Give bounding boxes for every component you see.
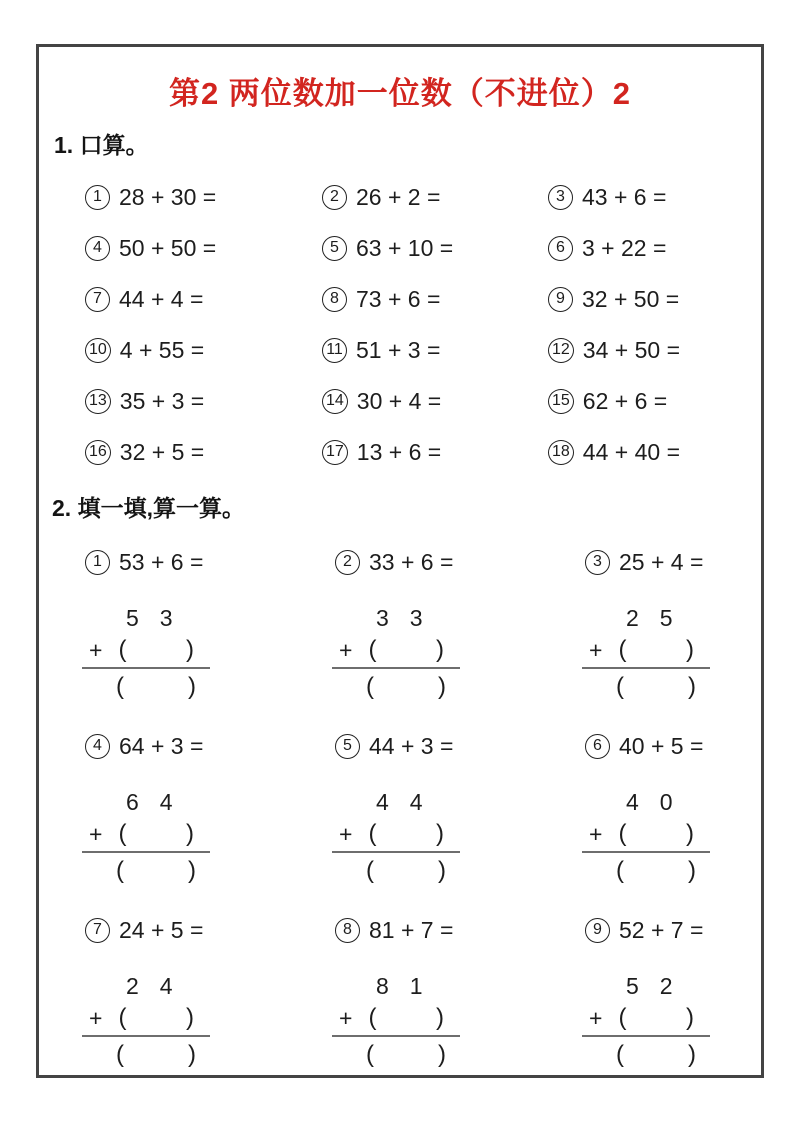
close-paren: ) — [188, 673, 196, 700]
open-paren: ( — [616, 857, 624, 884]
fill-problem — [85, 547, 335, 705]
problem-number-badge: 2 — [335, 550, 360, 575]
problem-number-badge: 6 — [548, 236, 573, 261]
oral-problem — [322, 336, 548, 364]
close-paren: ) — [686, 636, 694, 663]
open-paren: ( — [366, 857, 374, 884]
fill-problem — [85, 731, 335, 889]
tens-digit: 2 — [626, 604, 639, 631]
close-paren: ) — [188, 857, 196, 884]
problem-number-badge: 6 — [585, 734, 610, 759]
result-blank-row — [82, 1037, 210, 1073]
tens-digit: 4 — [376, 788, 389, 815]
plus-sign: + — [89, 636, 103, 663]
tens-digit: 6 — [126, 788, 139, 815]
close-paren: ) — [438, 673, 446, 700]
result-blank-row — [332, 853, 460, 889]
problem-number-badge: 14 — [322, 389, 348, 414]
oral-problem — [85, 285, 322, 313]
open-paren: ( — [116, 857, 124, 884]
problem-number-badge: 13 — [85, 389, 111, 414]
plus-sign: + — [589, 820, 603, 847]
ones-digit: 1 — [409, 972, 423, 999]
addend-digits — [332, 971, 460, 1001]
problem-number-badge: 9 — [585, 918, 610, 943]
plus-blank-row — [332, 1001, 460, 1035]
tens-digit: 5 — [626, 972, 639, 999]
problem-number-badge: 3 — [585, 550, 610, 575]
problem-expression: 30 + 4 = — [356, 387, 442, 414]
open-paren: ( — [366, 1041, 374, 1068]
problem-number-badge: 7 — [85, 287, 110, 312]
problem-number-badge: 2 — [322, 185, 347, 210]
open-paren: ( — [368, 1004, 377, 1031]
close-paren: ) — [688, 673, 696, 700]
problem-number-badge: 8 — [335, 918, 360, 943]
result-blank-row — [82, 853, 210, 889]
oral-problem — [322, 285, 548, 313]
problem-number-badge: 16 — [85, 440, 111, 465]
problem-number-badge: 5 — [322, 236, 347, 261]
problem-expression: 4 + 55 = — [119, 336, 205, 363]
problem-expression: 32 + 5 = — [119, 438, 205, 465]
close-paren: ) — [436, 820, 444, 847]
open-paren: ( — [116, 1041, 124, 1068]
problem-expression: 32 + 50 = — [582, 285, 680, 312]
oral-problem — [85, 438, 322, 466]
ones-digit: 4 — [159, 788, 173, 815]
addend-digits — [582, 787, 710, 817]
fill-problem — [85, 915, 335, 1073]
result-blank-row — [332, 669, 460, 705]
problem-expression: 63 + 10 = — [356, 234, 454, 261]
close-paren: ) — [186, 636, 194, 663]
problem-number-badge: 3 — [548, 185, 573, 210]
fill-problem — [335, 731, 585, 889]
problem-number-badge: 1 — [85, 185, 110, 210]
problem-expression: 26 + 2 = — [356, 183, 441, 210]
oral-problem — [548, 285, 761, 313]
oral-problem — [548, 438, 761, 466]
problem-expression: 64 + 3 = — [119, 732, 204, 759]
worksheet-title: 第2 两位数加一位数（不进位）2 — [168, 76, 632, 111]
open-paren: ( — [618, 1004, 627, 1031]
ones-digit: 3 — [409, 604, 423, 631]
open-paren: ( — [118, 820, 127, 847]
vertical-addition — [332, 971, 460, 1073]
ones-digit: 2 — [659, 972, 673, 999]
plus-blank-row — [332, 817, 460, 851]
addend-digits — [82, 787, 210, 817]
close-paren: ) — [436, 636, 444, 663]
plus-sign: + — [89, 1004, 103, 1031]
vertical-addition — [332, 787, 460, 889]
plus-blank-row — [82, 817, 210, 851]
result-blank-row — [582, 1037, 710, 1073]
problem-expression: 25 + 4 = — [619, 548, 704, 575]
problem-expression: 3 + 22 = — [582, 234, 667, 261]
oral-problem — [548, 387, 761, 415]
close-paren: ) — [438, 857, 446, 884]
vertical-addition — [82, 787, 210, 889]
tens-digit: 8 — [376, 972, 389, 999]
addend-digits — [582, 971, 710, 1001]
problem-expression: 33 + 6 = — [369, 548, 454, 575]
tens-digit: 2 — [126, 972, 139, 999]
open-paren: ( — [368, 820, 377, 847]
problem-number-badge: 17 — [322, 440, 348, 465]
oral-problem — [85, 183, 322, 211]
plus-sign: + — [339, 636, 353, 663]
oral-problem — [322, 183, 548, 211]
tens-digit: 5 — [126, 604, 139, 631]
plus-sign: + — [589, 636, 603, 663]
problem-expression: 52 + 7 = — [619, 916, 704, 943]
tens-digit: 3 — [376, 604, 389, 631]
fill-problem — [335, 547, 585, 705]
open-paren: ( — [366, 673, 374, 700]
oral-problem — [85, 336, 322, 364]
close-paren: ) — [188, 1041, 196, 1068]
tens-digit: 4 — [626, 788, 639, 815]
ones-digit: 3 — [159, 604, 173, 631]
oral-problem — [322, 387, 548, 415]
problem-expression: 13 + 6 = — [356, 438, 442, 465]
open-paren: ( — [118, 1004, 127, 1031]
problem-expression: 28 + 30 = — [119, 183, 217, 210]
problem-expression: 53 + 6 = — [119, 548, 204, 575]
open-paren: ( — [368, 636, 377, 663]
problem-expression: 50 + 50 = — [119, 234, 217, 261]
problem-expression: 43 + 6 = — [582, 183, 667, 210]
plus-sign: + — [339, 1004, 353, 1031]
problem-number-badge: 7 — [85, 918, 110, 943]
ones-digit: 0 — [659, 788, 673, 815]
oral-problem — [85, 234, 322, 262]
problem-expression: 81 + 7 = — [369, 916, 454, 943]
oral-problem — [85, 387, 322, 415]
close-paren: ) — [686, 1004, 694, 1031]
problem-expression: 35 + 3 = — [119, 387, 205, 414]
fill-calculate-grid — [85, 547, 761, 1073]
oral-problem — [548, 234, 761, 262]
plus-blank-row — [82, 633, 210, 667]
addend-digits — [82, 603, 210, 633]
plus-blank-row — [332, 633, 460, 667]
problem-number-badge: 11 — [322, 338, 347, 363]
problem-number-badge: 18 — [548, 440, 574, 465]
fill-problem — [335, 915, 585, 1073]
close-paren: ) — [438, 1041, 446, 1068]
oral-problem — [548, 183, 761, 211]
problem-number-badge: 15 — [548, 389, 574, 414]
addend-digits — [82, 971, 210, 1001]
vertical-addition — [582, 787, 710, 889]
close-paren: ) — [686, 820, 694, 847]
oral-problem — [548, 336, 761, 364]
problem-number-badge: 8 — [322, 287, 347, 312]
fill-problem — [585, 547, 761, 705]
problem-expression: 51 + 3 = — [356, 336, 441, 363]
plus-sign: + — [89, 820, 103, 847]
open-paren: ( — [616, 1041, 624, 1068]
fill-problem — [585, 915, 761, 1073]
problem-number-badge: 12 — [548, 338, 574, 363]
ones-digit: 5 — [659, 604, 673, 631]
problem-number-badge: 5 — [335, 734, 360, 759]
close-paren: ) — [688, 857, 696, 884]
vertical-addition — [82, 971, 210, 1073]
worksheet-page-border — [36, 44, 764, 1078]
fill-problem — [585, 731, 761, 889]
close-paren: ) — [436, 1004, 444, 1031]
oral-calculation-grid — [85, 183, 761, 466]
problem-expression: 24 + 5 = — [119, 916, 204, 943]
vertical-addition — [332, 603, 460, 705]
problem-expression: 44 + 40 = — [582, 438, 680, 465]
open-paren: ( — [616, 673, 624, 700]
problem-number-badge: 4 — [85, 236, 110, 261]
plus-sign: + — [339, 820, 353, 847]
open-paren: ( — [618, 820, 627, 847]
problem-expression: 40 + 5 = — [619, 732, 704, 759]
problem-number-badge: 4 — [85, 734, 110, 759]
vertical-addition — [82, 603, 210, 705]
section2-heading: 2. 填一填,算一算。 — [52, 495, 245, 521]
plus-blank-row — [82, 1001, 210, 1035]
addend-digits — [332, 787, 460, 817]
vertical-addition — [582, 971, 710, 1073]
result-blank-row — [582, 853, 710, 889]
result-blank-row — [582, 669, 710, 705]
plus-sign: + — [589, 1004, 603, 1031]
result-blank-row — [332, 1037, 460, 1073]
plus-blank-row — [582, 1001, 710, 1035]
problem-number-badge: 1 — [85, 550, 110, 575]
open-paren: ( — [118, 636, 127, 663]
addend-digits — [582, 603, 710, 633]
addend-digits — [332, 603, 460, 633]
problem-expression: 44 + 4 = — [119, 285, 204, 312]
problem-number-badge: 9 — [548, 287, 573, 312]
vertical-addition — [582, 603, 710, 705]
problem-expression: 73 + 6 = — [356, 285, 441, 312]
close-paren: ) — [186, 1004, 194, 1031]
plus-blank-row — [582, 633, 710, 667]
open-paren: ( — [116, 673, 124, 700]
problem-expression: 62 + 6 = — [582, 387, 668, 414]
plus-blank-row — [582, 817, 710, 851]
close-paren: ) — [186, 820, 194, 847]
ones-digit: 4 — [159, 972, 173, 999]
problem-expression: 44 + 3 = — [369, 732, 454, 759]
problem-number-badge: 10 — [85, 338, 111, 363]
result-blank-row — [82, 669, 210, 705]
close-paren: ) — [688, 1041, 696, 1068]
open-paren: ( — [618, 636, 627, 663]
problem-expression: 34 + 50 = — [582, 336, 680, 363]
section1-heading: 1. 口算。 — [54, 132, 149, 158]
oral-problem — [322, 438, 548, 466]
oral-problem — [322, 234, 548, 262]
ones-digit: 4 — [409, 788, 423, 815]
